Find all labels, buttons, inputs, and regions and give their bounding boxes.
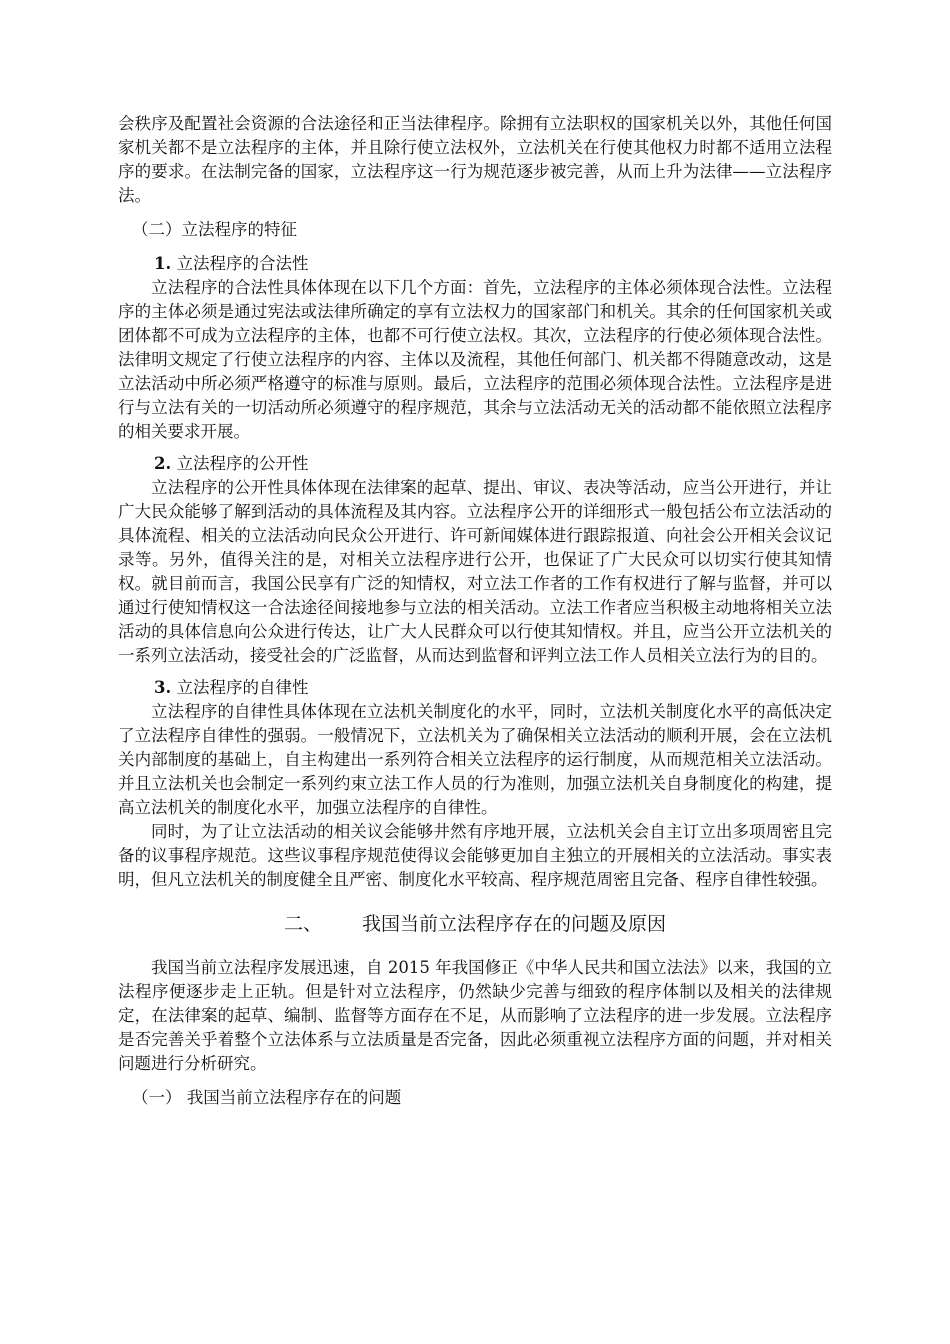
subheading-openness bbox=[154, 452, 832, 476]
legality-paragraph: 立法程序的合法性具体体现在以下几个方面：首先，立法程序的主体必须体现合法性。立法程序的主体必须是通过宪法或法律所确定的享有立法权力的国家部门和机关。其余的任何国家机关或团体都不可成为立法程序的主体，也都不可行使立法权。其次，立法程序的行使必须体现合法性。法律明文规定了行使立法程序的内容、主体以及流程，其他任何部门、机关都不得随意改动，这是立法活动中所必须严格遵守的标准与原则。最后，立法程序的范围必须体现合法性。立法程序是进行与立法有关的一切活动所必须遵守的程序规范，其余与立法活动无关的活动都不能依照立法程序的相关要求开展。 bbox=[118, 278, 832, 441]
intro-paragraph: 会秩序及配置社会资源的合法途径和正当法律程序。除拥有立法职权的国家机关以外，其他任何国家机关都不是立法程序的主体，并且除行使立法权外，立法机关在行使其他权力时都不适用立法程序的要求。在法制完备的国家，立法程序这一行为规范逐步被完善，从而上升为法律——立法程序法。 bbox=[118, 114, 832, 205]
chapter-intro-paragraph: 我国当前立法程序发展迅速，自 2015 年我国修正《中华人民共和国立法法》以来，我国的立法程序便逐步走上正轨。但是针对立法程序，仍然缺少完善与细致的程序体制以及相关的法律规定，在法律案的起草、编制、监督等方面存在不足，从而影响了立法程序的进一步发展。立法程序是否完善关乎着整个立法体系与立法质量是否完备，因此必须重视立法程序方面的问题，并对相关问题进行分析研究。 bbox=[118, 958, 832, 1073]
section-heading-problems: （一） 我国当前立法程序存在的问题 bbox=[132, 1088, 402, 1107]
subheading-title: 立法程序的合法性 bbox=[176, 254, 309, 273]
document-body bbox=[118, 112, 832, 1120]
subheading-legality bbox=[154, 252, 832, 276]
openness-paragraph: 立法程序的公开性具体体现在法律案的起草、提出、审议、表决等活动，应当公开进行，并让广大民众能够了解到活动的具体流程及其内容。立法程序公开的详细形式一般包括公布立法活动的具体流程、相关的立法活动向民众公开进行、许可新闻媒体进行跟踪报道、向社会公开相关会议记录等。另外，值得关注的是，对相关立法程序进行公开，也保证了广大民众可以切实行使其知情权。就目前而言，我国公民享有广泛的知情权，对立法工作者的工作有权进行了解与监督，并可以通过行使知情权这一合法途径间接地参与立法的相关活动。立法工作者应当积极主动地将相关立法活动的具体信息向公众进行传达，让广大人民群众可以行使其知情权。并且，应当公开立法机关的一系列立法活动，接受社会的广泛监督，从而达到监督和评判立法工作人员相关立法行为的目的。 bbox=[118, 478, 832, 665]
self-discipline-paragraph-1: 立法程序的自律性具体体现在立法机关制度化的水平，同时，立法机关制度化水平的高低决定了立法程序自律性的强弱。一般情况下，立法机关为了确保相关立法活动的顺利开展，会在立法机关内部制度的基础上，自主构建出一系列符合相关立法程序的运行制度，从而规范相关立法活动。并且立法机关也会制定一系列约束立法工作人员的行为准则，加强立法机关自身制度化的构建，提高立法机关的制度化水平，加强立法程序的自律性。 bbox=[118, 702, 832, 817]
subheading-title: 立法程序的自律性 bbox=[176, 678, 309, 697]
subheading-number: 1. bbox=[154, 254, 172, 273]
subheading-number: 3. bbox=[154, 678, 172, 697]
subheading-number: 2. bbox=[154, 454, 172, 473]
self-discipline-paragraph-2: 同时，为了让立法活动的相关议会能够井然有序地开展，立法机关会自主订立出多项周密且完备的议事程序规范。这些议事程序规范使得议会能够更加自主独立的开展相关的立法活动。事实表明，但凡立法机关的制度健全且严密、制度化水平较高、程序规范周密且完备、程序自律性较强。 bbox=[118, 822, 832, 889]
subheading-self-discipline bbox=[154, 676, 832, 700]
chapter-number: 二、 bbox=[283, 913, 322, 935]
chapter-title: 我国当前立法程序存在的问题及原因 bbox=[362, 913, 667, 935]
section-heading-characteristics: （二）立法程序的特征 bbox=[132, 220, 297, 239]
chapter-heading-problems bbox=[118, 910, 832, 938]
subheading-title: 立法程序的公开性 bbox=[176, 454, 309, 473]
